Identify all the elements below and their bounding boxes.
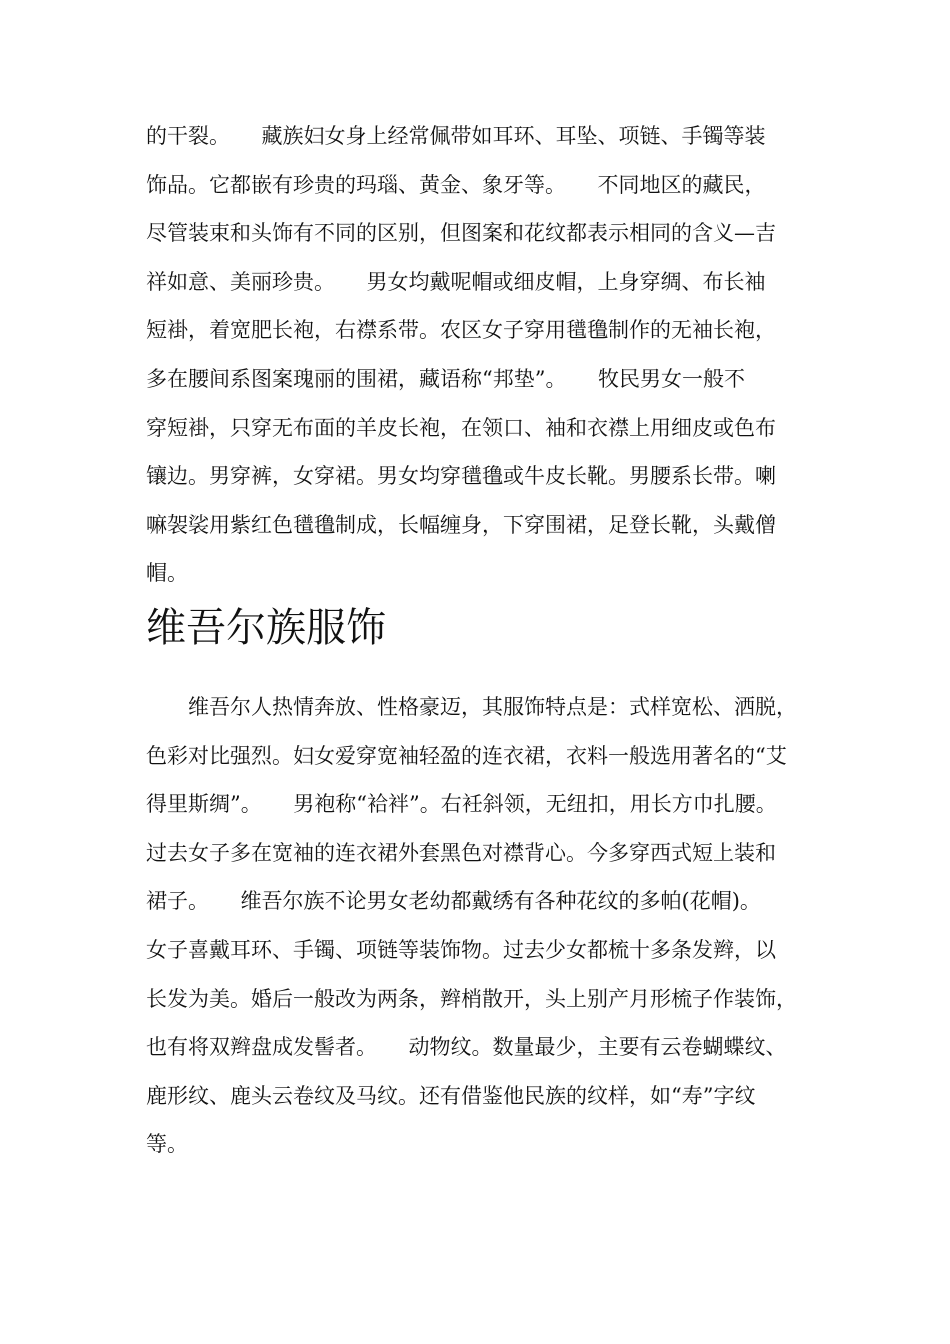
text-line: 短褂，着宽肥长袍，右襟系带。农区女子穿用氆氇制作的无袖长袍， [146, 318, 776, 343]
text-line: 裙子。 维吾尔族不论男女老幼都戴绣有各种花纹的多帕(花帽)。 [146, 889, 761, 914]
text-line: 得里斯绸”。 男袍称“袷袢”。右衽斜领，无纽扣，用长方巾扎腰。 [146, 792, 777, 817]
text-line: 鹿形纹、鹿头云卷纹及马纹。还有借鉴他民族的纹样，如“寿”字纹 [146, 1083, 756, 1108]
text-line: 色彩对比强烈。妇女爱穿宽袖轻盈的连衣裙，衣料一般选用著名的“艾 [146, 743, 787, 768]
section-heading: 维吾尔族服饰 [146, 605, 386, 651]
text-line: 帽。 [146, 561, 188, 586]
text-line: 祥如意、美丽珍贵。 男女均戴呢帽或细皮帽，上身穿绸、布长袖 [146, 269, 766, 294]
text-line: 的干裂。 藏族妇女身上经常佩带如耳环、耳坠、项链、手镯等装 [146, 124, 766, 148]
text-line: 镶边。男穿裤，女穿裙。男女均穿氆氇或牛皮长靴。男腰系长带。喇 [146, 464, 776, 489]
uyghur-costume-paragraph [146, 683, 816, 1169]
text-line: 也有将双辫盘成发髻者。 动物纹。数量最少，主要有云卷蝴蝶纹、 [146, 1035, 787, 1060]
text-line: 嘛袈裟用紫红色氆氇制成，长幅缠身，下穿围裙，足登长靴，头戴僧 [146, 512, 776, 537]
text-line: 饰品。它都嵌有珍贵的玛瑙、黄金、象牙等。 不同地区的藏民， [146, 172, 766, 197]
tibetan-costume-paragraph [146, 112, 816, 598]
text-line: 等。 [146, 1132, 188, 1157]
text-line: 过去女子多在宽袖的连衣裙外套黑色对襟背心。今多穿西式短上装和 [146, 840, 776, 865]
text-line: 多在腰间系图案瑰丽的围裙，藏语称“邦垫”。 牧民男女一般不 [146, 366, 745, 391]
text-line: 尽管装束和头饰有不同的区别，但图案和花纹都表示相同的含义—吉 [146, 221, 776, 246]
text-line: 女子喜戴耳环、手镯、项链等装饰物。过去少女都梳十多条发辫，以 [146, 937, 776, 962]
text-line: 穿短褂，只穿无布面的羊皮长袍，在领口、袖和衣襟上用细皮或色布 [146, 415, 776, 440]
text-line: 长发为美。婚后一般改为两条，辫梢散开，头上别产月形梳子作装饰， [146, 986, 797, 1011]
text-line: 维吾尔人热情奔放、性格豪迈，其服饰特点是：式样宽松、洒脱， [146, 695, 797, 719]
